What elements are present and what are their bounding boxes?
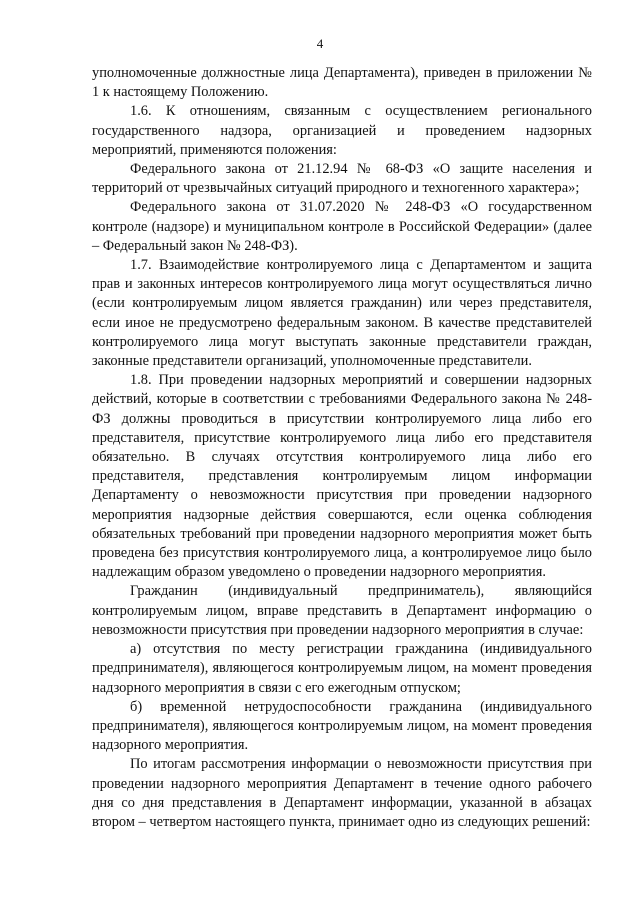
paragraph-continuation: уполномоченные должностные лица Департамента), приведен в приложении № 1 к настоящему Положению. <box>92 65 592 101</box>
paragraph-citizen: Гражданин (индивидуальный предприниматель), являющийся контролируемым лицом, вправе представить в Департамент информацию о невозможности присутствия при проведении надзорного мероприятия в случае: <box>92 583 592 638</box>
paragraph-results: По итогам рассмотрения информации о невозможности присутствия при проведении надзорного мероприятия Департамент в течение одного рабочего дня со дня представления в Департамент информации, указанной в абзацах втором – четвертом настоящего пункта, принимает одно из следующих решений: <box>92 756 592 830</box>
document-body <box>92 64 592 832</box>
paragraph-law-248: Федерального закона от 31.07.2020 № 248-ФЗ «О государственном контроле (надзоре) и муниципальном контроле в Российской Федерации» (далее – Федеральный закон № 248-ФЗ). <box>92 199 592 254</box>
paragraph-law-68: Федерального закона от 21.12.94 № 68-ФЗ «О защите населения и территорий от чрезвычайных ситуаций природного и техногенного характера»; <box>92 161 592 197</box>
paragraph-1-6: 1.6. К отношениям, связанным с осуществлением регионального государственного надзора, организацией и проведением надзорных мероприятий, применяются положения: <box>92 103 592 158</box>
list-item-b: б) временной нетрудоспособности гражданина (индивидуального предпринимателя), являющегося контролируемым лицом, на момент проведения надзорного мероприятия. <box>92 698 592 754</box>
page-number: 4 <box>316 36 324 51</box>
list-item-a: а) отсутствия по месту регистрации гражданина (индивидуального предпринимателя), являющегося контролируемым лицом, на момент проведения надзорного мероприятия в связи с его ежегодным отпуском; <box>92 641 592 696</box>
paragraph-1-8: 1.8. При проведении надзорных мероприятий и совершении надзорных действий, которые в соответствии с требованиями Федерального закона № 248-ФЗ должны проводиться в присутствии контролируемого лица либо его представителя, присутствие контролируемого лица либо его представителя обязательно. В случаях отсутствия контролируемого лица либо его представителя, представления контролируемым лицом информации Департаменту о невозможности присутствия при проведении надзорного мероприятия надзорные действия совершаются, если оценка соблюдения обязательных требований при проведении надзорного мероприятия может быть проведена без присутствия контролируемого лица, а контролируемое лицо было надлежащим образом уведомлено о проведении надзорного мероприятия. <box>92 372 592 581</box>
paragraph-1-7: 1.7. Взаимодействие контролируемого лица с Департаментом и защита прав и законных интересов контролируемого лица могут осуществляться лично (если контролируемым лицом является гражданин) или через представителя, если иное не предусмотрено федеральным законом. В качестве представителей контролируемого лица могут выступать законные представители граждан, законные представители организаций, уполномоченные представители. <box>92 257 592 370</box>
